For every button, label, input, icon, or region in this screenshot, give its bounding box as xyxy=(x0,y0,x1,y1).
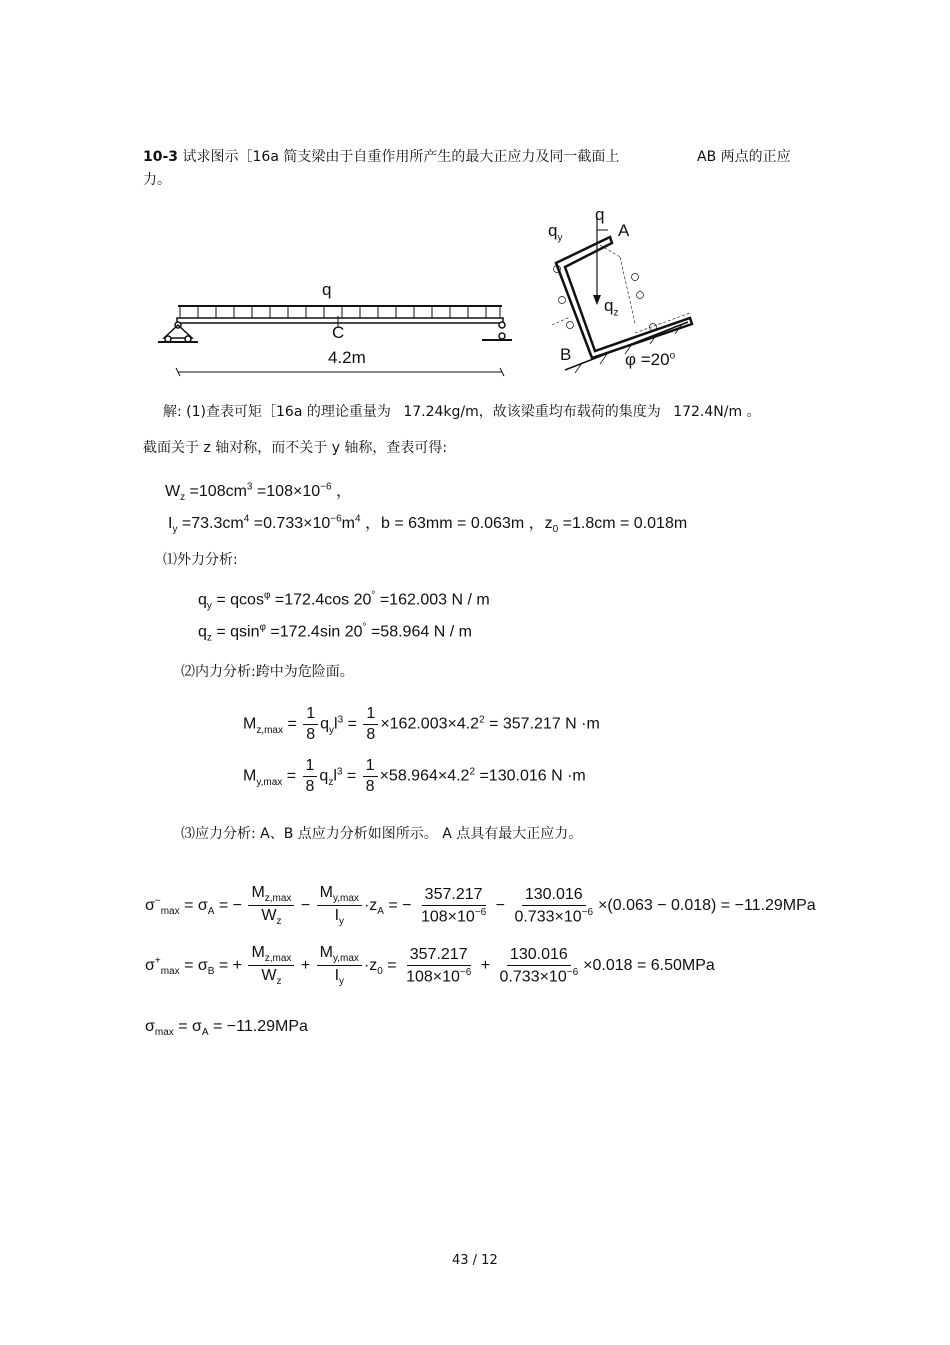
channel-section xyxy=(556,237,692,358)
problem-statement xyxy=(143,147,619,167)
problem-number: 10-3 xyxy=(143,149,179,165)
sigma-max-result: $\sigma_{max} = \sigma_A = -11.29MPa$ xyxy=(145,1018,308,1039)
point-a-label: A xyxy=(618,221,630,240)
step-2-heading: ⑵内力分析:跨中为危险面。 xyxy=(181,664,354,680)
sigma-max-negative: $\sigma^-_{max} = \sigma_A$ = − $\frac{M_{z,max}}{W_z}$ − $\frac{M_{y,max}}{I_y}$ $\cdot z_A$ = − $\frac{357.217}{108\times 10^{-6}}$ − $\frac{130.016}{0.733\times 10^{-6}}$ ×(0.063 − 0.018) = −11.29MPa xyxy=(145,884,816,928)
section-q-label: q xyxy=(595,205,605,224)
wz-equation: $W_z =108cm^3 =108\times 10^{-6}$ ， xyxy=(165,481,352,504)
load-arrows xyxy=(180,306,500,318)
solution-intro-2: 截面关于 z 轴对称，而不关于 y 轴称，查表可得: xyxy=(143,440,448,456)
problem-text: 试求图示［16a 简支梁由于自重作用所产生的最大正应力及同一截面上 xyxy=(182,149,620,165)
step-3-heading: ⑶应力分析: A、B 点应力分析如图所示。 A 点具有最大正应力。 xyxy=(181,826,583,842)
problem-ab: AB 两点的正应 xyxy=(697,149,791,165)
section-qy-label: $q_y$ xyxy=(548,221,563,244)
qy-equation: $q_y = qcos^\varphi =172.4\cos$ 20° =162.003 N / m xyxy=(198,590,490,612)
step-1-heading: ⑴外力分析: xyxy=(163,552,238,568)
problem-text-2: 力。 xyxy=(143,172,171,188)
page-number: 43 / 12 xyxy=(452,1253,498,1268)
section-qz-label: $q_z$ xyxy=(604,296,619,319)
sigma-max-positive: $\sigma^+_{max} = \sigma_B$ = + $\frac{M_{z,max}}{W_z}$ + $\frac{M_{y,max}}{I_y}$ $\cdot z_0$ = $\frac{357.217}{108\times 10^{-6}}$ + $\frac{130.016}{0.733\times 10^{-6}}$ ×0.018 = 6.50MPa xyxy=(145,944,715,988)
angle-label: $\varphi =20^o$ xyxy=(625,350,676,369)
solution-intro: 解: (1)查表可矩［16a 的理论重量为 17.24kg/m，故该梁重均布载荷的集度为 172.4N/m 。 xyxy=(163,404,761,420)
my-equation: $M_{y,max}$ = $\frac{1}{8}$ $q_zl^3$ = $\frac{1}{8}$ $\times 58.964\times 4.2^2 =130.016$ N ·m xyxy=(243,757,586,795)
point-b-label: B xyxy=(560,345,572,364)
roller-support xyxy=(499,322,505,328)
mz-equation: $M_{z,max}$ = $\frac{1}{8}$ $q_yl^3$ = $\frac{1}{8}$ $\times 162.003\times 4.2^2 = 357.217$ N ·m xyxy=(243,705,600,743)
midspan-label: C xyxy=(332,323,345,342)
span-label: 4.2m xyxy=(328,348,366,367)
beam-load-label: q xyxy=(322,280,332,299)
qz-equation: $q_z = qsin^\varphi =172.4\sin$ 20° =58.964 N / m xyxy=(198,622,472,644)
iy-equation: $I_y =73.3cm^4 =0.733\times 10^{-6}m^4$ ，b = 63mm = 0.063m ，$z_0 =1.8cm = 0.018m$ xyxy=(168,513,688,536)
